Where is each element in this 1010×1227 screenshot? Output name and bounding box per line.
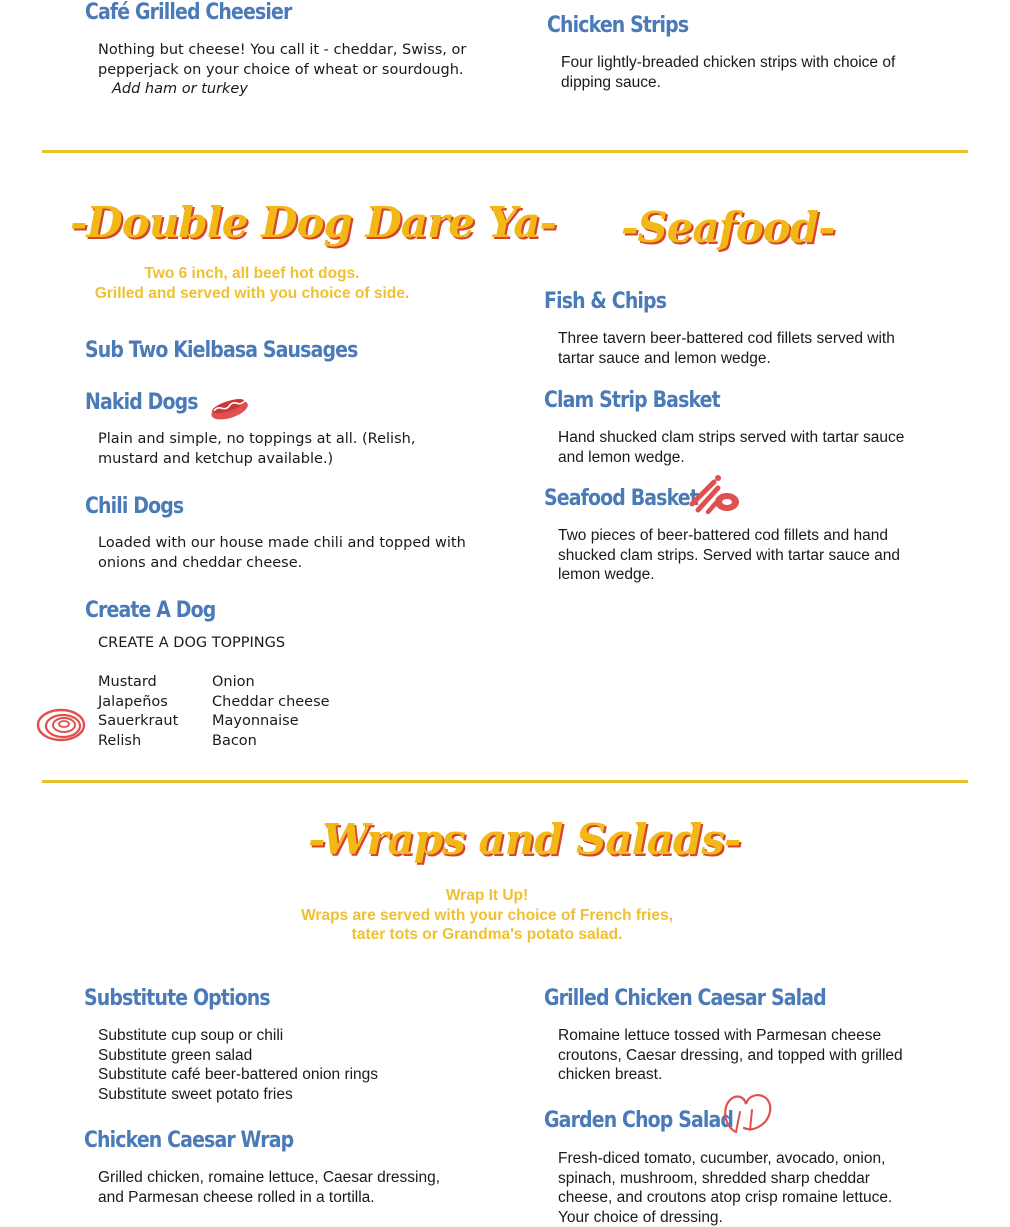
substitute-line: Substitute green salad bbox=[98, 1046, 378, 1066]
toppings-heading: CREATE A DOG TOPPINGS bbox=[98, 634, 285, 654]
item-title-chicken-caesar-wrap: Chicken Caesar Wrap bbox=[84, 1128, 293, 1153]
addon-line: Add ham or turkey bbox=[98, 80, 466, 100]
desc-line: Hand shucked clam strips served with tartar sauce bbox=[558, 428, 904, 448]
desc-line: and Parmesan cheese rolled in a tortilla. bbox=[98, 1188, 440, 1208]
item-desc-fish-chips bbox=[558, 329, 895, 368]
item-desc-chicken-strips bbox=[561, 53, 895, 92]
desc-line: onions and cheddar cheese. bbox=[98, 554, 466, 574]
item-title-substitute-options: Substitute Options bbox=[84, 986, 270, 1011]
toppings-column-1 bbox=[98, 673, 178, 751]
desc-line: spinach, mushroom, shredded sharp cheddar bbox=[558, 1169, 892, 1189]
desc-line: Romaine lettuce tossed with Parmesan cheese bbox=[558, 1026, 903, 1046]
item-title-chili-dogs: Chili Dogs bbox=[85, 494, 183, 519]
desc-line: Plain and simple, no toppings at all. (Relish, bbox=[98, 430, 415, 450]
item-desc-substitute-options bbox=[98, 1026, 378, 1104]
desc-line: dipping sauce. bbox=[561, 73, 895, 93]
substitute-line: Substitute café beer-battered onion rings bbox=[98, 1065, 378, 1085]
item-title-grilled-chicken-caesar-salad: Grilled Chicken Caesar Salad bbox=[544, 986, 826, 1011]
topping-item: Bacon bbox=[212, 732, 330, 752]
topping-item: Mustard bbox=[98, 673, 178, 693]
item-desc-seafood-basket bbox=[558, 526, 900, 585]
item-title-clam-strip-basket: Clam Strip Basket bbox=[544, 388, 720, 413]
toppings-column-2 bbox=[212, 673, 330, 751]
topping-item: Onion bbox=[212, 673, 330, 693]
item-title-create-a-dog: Create A Dog bbox=[85, 598, 215, 623]
section-heading-seafood: -Seafood- bbox=[621, 203, 835, 252]
note-line: Grilled and served with you choice of side. bbox=[60, 284, 444, 304]
item-desc-nakid-dogs bbox=[98, 430, 415, 469]
substitute-line: Substitute sweet potato fries bbox=[98, 1085, 378, 1105]
wraps-note bbox=[287, 886, 687, 945]
note-line: Wrap It Up! bbox=[287, 886, 687, 906]
item-title-kielbasa: Sub Two Kielbasa Sausages bbox=[85, 338, 358, 363]
note-line: Wraps are served with your choice of French fries, bbox=[287, 906, 687, 926]
desc-line: Fresh-diced tomato, cucumber, avocado, onion, bbox=[558, 1149, 892, 1169]
item-title-seafood-basket: Seafood Basket bbox=[544, 486, 698, 511]
section-divider bbox=[42, 780, 968, 783]
item-desc-chili-dogs bbox=[98, 534, 466, 573]
item-title-cafe-grilled-cheesier: Café Grilled Cheesier bbox=[85, 0, 291, 25]
item-title-nakid-dogs: Nakid Dogs bbox=[85, 390, 198, 415]
substitute-line: Substitute cup soup or chili bbox=[98, 1026, 378, 1046]
note-line: Two 6 inch, all beef hot dogs. bbox=[60, 264, 444, 284]
desc-line: pepperjack on your choice of wheat or sourdough. bbox=[98, 61, 466, 81]
desc-line: Nothing but cheese! You call it - cheddar, Swiss, or bbox=[98, 41, 466, 61]
desc-line: shucked clam strips. Served with tartar sauce and bbox=[558, 546, 900, 566]
hot-dog-icon bbox=[208, 392, 250, 424]
section-divider bbox=[42, 150, 968, 153]
desc-line: and lemon wedge. bbox=[558, 448, 904, 468]
desc-line: mustard and ketchup available.) bbox=[98, 450, 415, 470]
desc-line: Two pieces of beer-battered cod fillets and hand bbox=[558, 526, 900, 546]
item-title-garden-chop-salad: Garden Chop Salad bbox=[544, 1108, 733, 1133]
topping-item: Mayonnaise bbox=[212, 712, 330, 732]
topping-item: Jalapeños bbox=[98, 693, 178, 713]
desc-line: chicken breast. bbox=[558, 1065, 903, 1085]
note-line: tater tots or Grandma's potato salad. bbox=[287, 925, 687, 945]
desc-line: lemon wedge. bbox=[558, 565, 900, 585]
desc-line: cheese, and croutons atop crisp romaine lettuce. bbox=[558, 1188, 892, 1208]
topping-item: Cheddar cheese bbox=[212, 693, 330, 713]
item-desc-garden-chop-salad bbox=[558, 1149, 892, 1227]
section-heading-double-dog: -Double Dog Dare Ya- bbox=[70, 198, 556, 247]
desc-line: croutons, Caesar dressing, and topped with grilled bbox=[558, 1046, 903, 1066]
lettuce-icon bbox=[720, 1090, 776, 1136]
double-dog-note bbox=[60, 264, 444, 303]
item-title-fish-chips: Fish & Chips bbox=[544, 289, 666, 314]
topping-item: Sauerkraut bbox=[98, 712, 178, 732]
item-desc-clam-strip-basket bbox=[558, 428, 904, 467]
desc-line: Four lightly-breaded chicken strips with choice of bbox=[561, 53, 895, 73]
onion-ring-icon bbox=[36, 706, 88, 744]
item-desc-cafe-grilled-cheesier bbox=[98, 41, 466, 100]
desc-line: Loaded with our house made chili and topped with bbox=[98, 534, 466, 554]
item-title-chicken-strips: Chicken Strips bbox=[547, 13, 688, 38]
item-desc-grilled-chicken-caesar-salad bbox=[558, 1026, 903, 1085]
desc-line: Three tavern beer-battered cod fillets served with bbox=[558, 329, 895, 349]
desc-line: Your choice of dressing. bbox=[558, 1208, 892, 1227]
fish-fries-icon bbox=[688, 474, 742, 514]
section-heading-wraps-salads: -Wraps and Salads- bbox=[308, 815, 740, 864]
item-desc-chicken-caesar-wrap bbox=[98, 1168, 440, 1207]
desc-line: Grilled chicken, romaine lettuce, Caesar dressing, bbox=[98, 1168, 440, 1188]
desc-line: tartar sauce and lemon wedge. bbox=[558, 349, 895, 369]
topping-item: Relish bbox=[98, 732, 178, 752]
